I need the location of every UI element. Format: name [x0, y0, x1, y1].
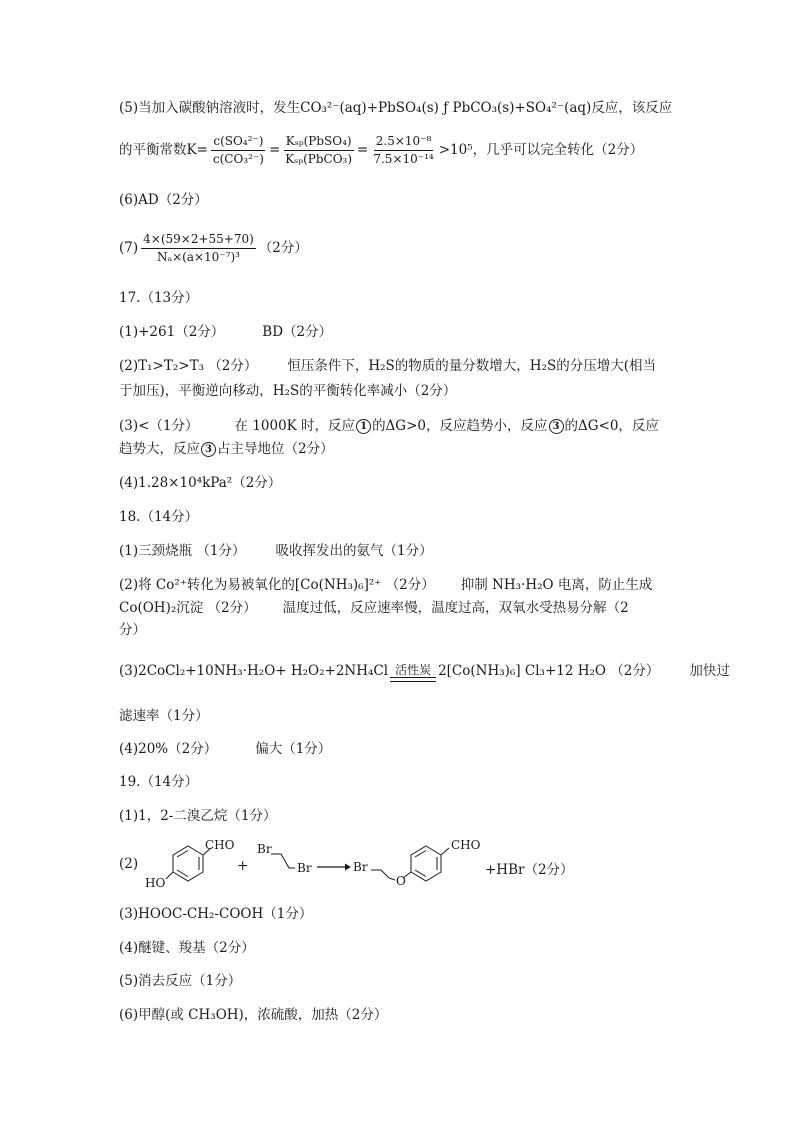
q16-conc-fraction	[211, 133, 266, 168]
q17-part3-c2: 占主导地位（2分）	[217, 441, 334, 457]
q18-part2-line1	[119, 575, 652, 595]
q16-part5-prefix: (5)当加入碳酸钠溶液时，发生	[119, 100, 301, 116]
q17-part3-b1: 在 1000K 时，反应	[234, 418, 356, 434]
q16-k-label: 的平衡常数K=	[119, 142, 208, 158]
q19-part2-label: (2)	[119, 856, 139, 872]
q17-part3-line1	[119, 416, 659, 436]
q17-part3-b3: 的ΔG<0，反应	[564, 418, 659, 434]
q18-part2-line3: 分）	[119, 622, 146, 638]
dibromo-br-1: Br	[257, 842, 272, 856]
q18-part3-rhs: 2[Co(NH₃)₆] Cl₃+12 H₂O （2分）	[438, 663, 660, 679]
q19-part2-tail: +HBr（2分）	[485, 862, 574, 878]
q16-part5-tail: >10⁵，几乎可以完全转化（2分）	[438, 142, 644, 158]
q18-part3-lhs: (3)2CoCl₂+10NH₃·H₂O+ H₂O₂+2NH₄Cl	[119, 663, 389, 679]
q17-part3-b2: 的ΔG>0，反应趋势小，反应	[372, 418, 548, 434]
q19-part1: (1)1，2-二溴乙烷（1分）	[119, 808, 277, 824]
product-ether-o-label: O	[396, 874, 406, 888]
q19-part5: (5)消去反应（1分）	[119, 973, 242, 989]
q17-part3-c1: 趋势大，反应	[119, 441, 200, 457]
q16-part5-suffix: 反应，该反应	[591, 100, 673, 116]
q16-density-den: Nₐ×(a×10⁻⁷)³	[156, 250, 240, 264]
product-br-label: Br	[353, 860, 368, 874]
q16-density-fraction	[141, 231, 256, 266]
q16-part7-score: （2分）	[258, 240, 308, 256]
q18-part4	[119, 739, 331, 759]
q19-part4: (4)醚键、羧基（2分）	[119, 940, 255, 956]
q19-part6: (6)甲醇(或 CH₃OH)，浓硫酸，加热（2分）	[119, 1007, 388, 1023]
reaction-arrow-icon	[317, 862, 351, 872]
reaction-3-circle: 3	[549, 419, 564, 434]
double-line	[390, 677, 436, 682]
q16-density-num: 4×(59×2+55+70)	[141, 231, 256, 249]
q16-part6: (6)AD（2分）	[119, 192, 208, 208]
q18-part2-d: 温度过低，反应速率慢，温度过高，双氧水受热易分解（2	[282, 600, 629, 616]
q16-part5-line2: 的平衡常数K= $\frac{\text{c(SO₄²⁻)}}{\text{c(CO₃²⁻)}}$ = $\frac{\text{Kₛₚ(PbSO₄)}}{\text{Kₛₚ(PbCO₃)}}$ = $\frac{\text{2.5×10⁻⁸}}{\text{7.5×10⁻¹⁴}}$ >10⁵，几乎可以完全转化（2分）	[119, 134, 644, 166]
q17-part1-a: (1)+261（2分）	[119, 324, 225, 340]
q16-value-num: 2.5×10⁻⁸	[374, 133, 434, 151]
q17-part1-b: BD（2分）	[262, 324, 333, 340]
q18-part2-a: (2)将 Co²⁺转化为易被氧化的[Co(NH₃)₆]²⁺ （2分）	[119, 577, 435, 593]
q18-part4-b: 偏大（1分）	[255, 741, 332, 757]
q19-part2-scheme	[119, 836, 579, 896]
q17-part2-line1	[119, 356, 656, 376]
q18-part2-b: 抑制 NH₃·H₂O 电离，防止生成	[460, 577, 653, 593]
q18-part1-b: 吸收挥发出的氨气（1分）	[275, 543, 433, 559]
q19-part3: (3)HOOC-CH₂-COOH（1分）	[119, 906, 313, 922]
q16-part7-label: (7)	[119, 240, 139, 256]
q18-part3-line1	[119, 654, 730, 688]
q17-part3-a: (3)<（1分）	[119, 418, 199, 434]
q16-value-fraction	[371, 133, 435, 168]
q16-value-den: 7.5×10⁻¹⁴	[373, 152, 434, 166]
q17-part3-line2	[119, 439, 334, 459]
reaction-1-circle: 1	[356, 419, 371, 434]
q18-part2-c: Co(OH)₂沉淀 （2分）	[119, 600, 257, 616]
q17-part1	[119, 322, 332, 342]
catalyst-label: 活性炭	[395, 663, 432, 677]
reaction-condition-arrow	[390, 663, 436, 688]
q16-part5-equation: CO₃²⁻(aq)+PbSO₄(s) ƒ PbCO₃(s)+SO₄²⁻(aq)	[300, 100, 592, 116]
reaction-3-circle-2: 3	[201, 442, 216, 457]
q17-part4: (4)1.28×10⁴kPa²（2分）	[119, 475, 282, 491]
product-cho-label: CHO	[451, 838, 481, 852]
q18-part1	[119, 541, 433, 561]
q18-header: 18.（14分）	[119, 509, 199, 525]
q16-ksp-fraction	[283, 133, 354, 168]
q16-conc-co3: c(CO₃²⁻)	[212, 152, 264, 166]
q18-part4-a: (4)20%（2分）	[119, 741, 218, 757]
q16-part5-line1	[119, 98, 672, 118]
q18-part1-a: (1)三颈烧瓶 （1分）	[119, 543, 246, 559]
q19-header: 19.（14分）	[119, 774, 199, 790]
plus-sign: +	[237, 858, 249, 874]
reactant-cho-label: CHO	[205, 838, 235, 852]
dibromo-br-2: Br	[297, 861, 312, 875]
q17-part2-a: (2)T₁>T₂>T₃ （2分）	[119, 358, 258, 374]
q17-part2-b: 恒压条件下，H₂S的物质的量分数增大，H₂S的分压增大(相当	[287, 358, 657, 374]
q18-part3-line2: 滤速率（1分）	[119, 708, 209, 724]
reactant-ho-label: HO	[145, 876, 166, 890]
q16-conc-so4: c(SO₄²⁻)	[211, 133, 265, 151]
q16-part7	[119, 226, 308, 270]
q18-part3-tail: 加快过	[689, 663, 730, 679]
q16-ksp-pbso4: Kₛₚ(PbSO₄)	[284, 133, 354, 151]
q16-ksp-pbco3: Kₛₚ(PbCO₃)	[285, 152, 353, 166]
q17-part2-line2: 于加压)，平衡逆向移动，H₂S的平衡转化率减小（2分）	[119, 383, 457, 399]
q17-header: 17.（13分）	[119, 290, 199, 306]
q18-part2-line2	[119, 598, 629, 618]
dibromoethane-structure	[269, 848, 297, 878]
